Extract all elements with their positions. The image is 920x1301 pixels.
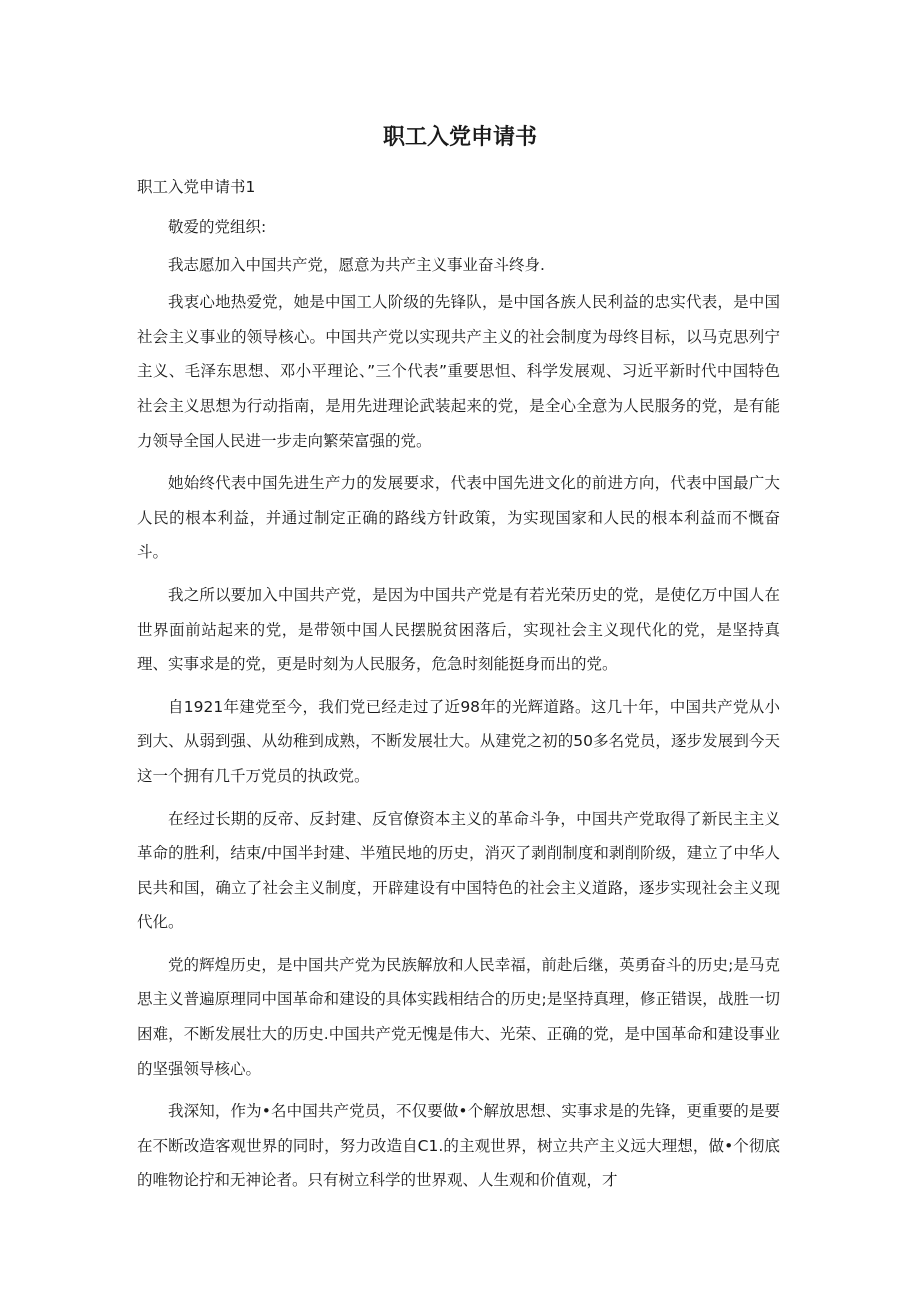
paragraph: 我志愿加入中国共产党，愿意为共产主义事业奋斗终身. xyxy=(168,255,545,274)
document-subtitle: 职工入党申请书1 xyxy=(137,178,256,196)
paragraph: 在经过长期的反帝、反封建、反官僚资本主义的革命斗争，中国共产党取得了新民主主义革命的胜利，结束/中国半封建、半殖民地的历史，消灭了剥削制度和剥削阶级，建立了中华人民共和国，确立了社会主义制度，开辟建设有中国特色的社会主义道路，逐步实现社会主义现代化。 xyxy=(137,809,780,932)
document-title: 职工入党申请书 xyxy=(382,125,537,150)
paragraph: 我之所以要加入中国共产党，是因为中国共产党是有若光荣历史的党，是使亿万中国人在世界面前站起来的党，是带领中国人民摆脱贫困落后，实现社会主义现代化的党，是坚持真理、实事求是的党，更是时刻为人民服务，危急时刻能挺身而出的党。 xyxy=(137,585,780,674)
paragraph: 自1921年建党至今，我们党已经走过了近98年的光辉道路。这几十年，中国共产党从小到大、从弱到强、从幼稚到成熟，不断发展壮大。从建党之初的50多名党员，逐步发展到今天这一个拥有几千万党员的执政党。 xyxy=(137,697,780,785)
document-body xyxy=(137,210,780,1206)
paragraph: 她始终代表中国先进生产力的发展要求，代表中国先进文化的前进方向，代表中国最广大人民的根本利益，并通过制定正确的路线方针政策，为实现国家和人民的根本利益而不慨奋斗。 xyxy=(137,474,780,562)
paragraph: 党的辉煌历史，是中国共产党为民族解放和人民幸福，前赴后继，英勇奋斗的历史;是马克思主义普遍原理同中国革命和建设的具体实践相结合的历史;是坚持真理，修正错误，战胜一切困难，不断发展壮大的历史.中国共产党无愧是伟大、光荣、正确的党，是中国革命和建设事业的坚强领导核心。 xyxy=(137,955,780,1078)
salutation: 敬爱的党组织: xyxy=(168,218,267,236)
paragraph: 我衷心地热爱党，她是中国工人阶级的先锋队，是中国各族人民利益的忠实代表，是中国社会主义事业的领导核心。中国共产党以实现共产主义的社会制度为母终目标，以马克思列宁主义、毛泽东思想、邓小平理论、”三个代表”重要思怛、科学发展观、习近平新时代中国特色社会主义思想为行动指南，是用先进理论武装起来的党，是全心全意为人民服务的党，是有能力领导全国人民进一步走向繁荣富强的党。 xyxy=(137,293,780,450)
paragraph: 我深知，作为•名中国共产党员，不仅要做•个解放思想、实事求是的先锋，更重要的是要在不断改造客观世界的同时，努力改造自C1.的主观世界，树立共产主义远大理想，做•个彻底的唯物论拧和无神论者。只有树立科学的世界观、人生观和价值观，才 xyxy=(137,1102,780,1190)
